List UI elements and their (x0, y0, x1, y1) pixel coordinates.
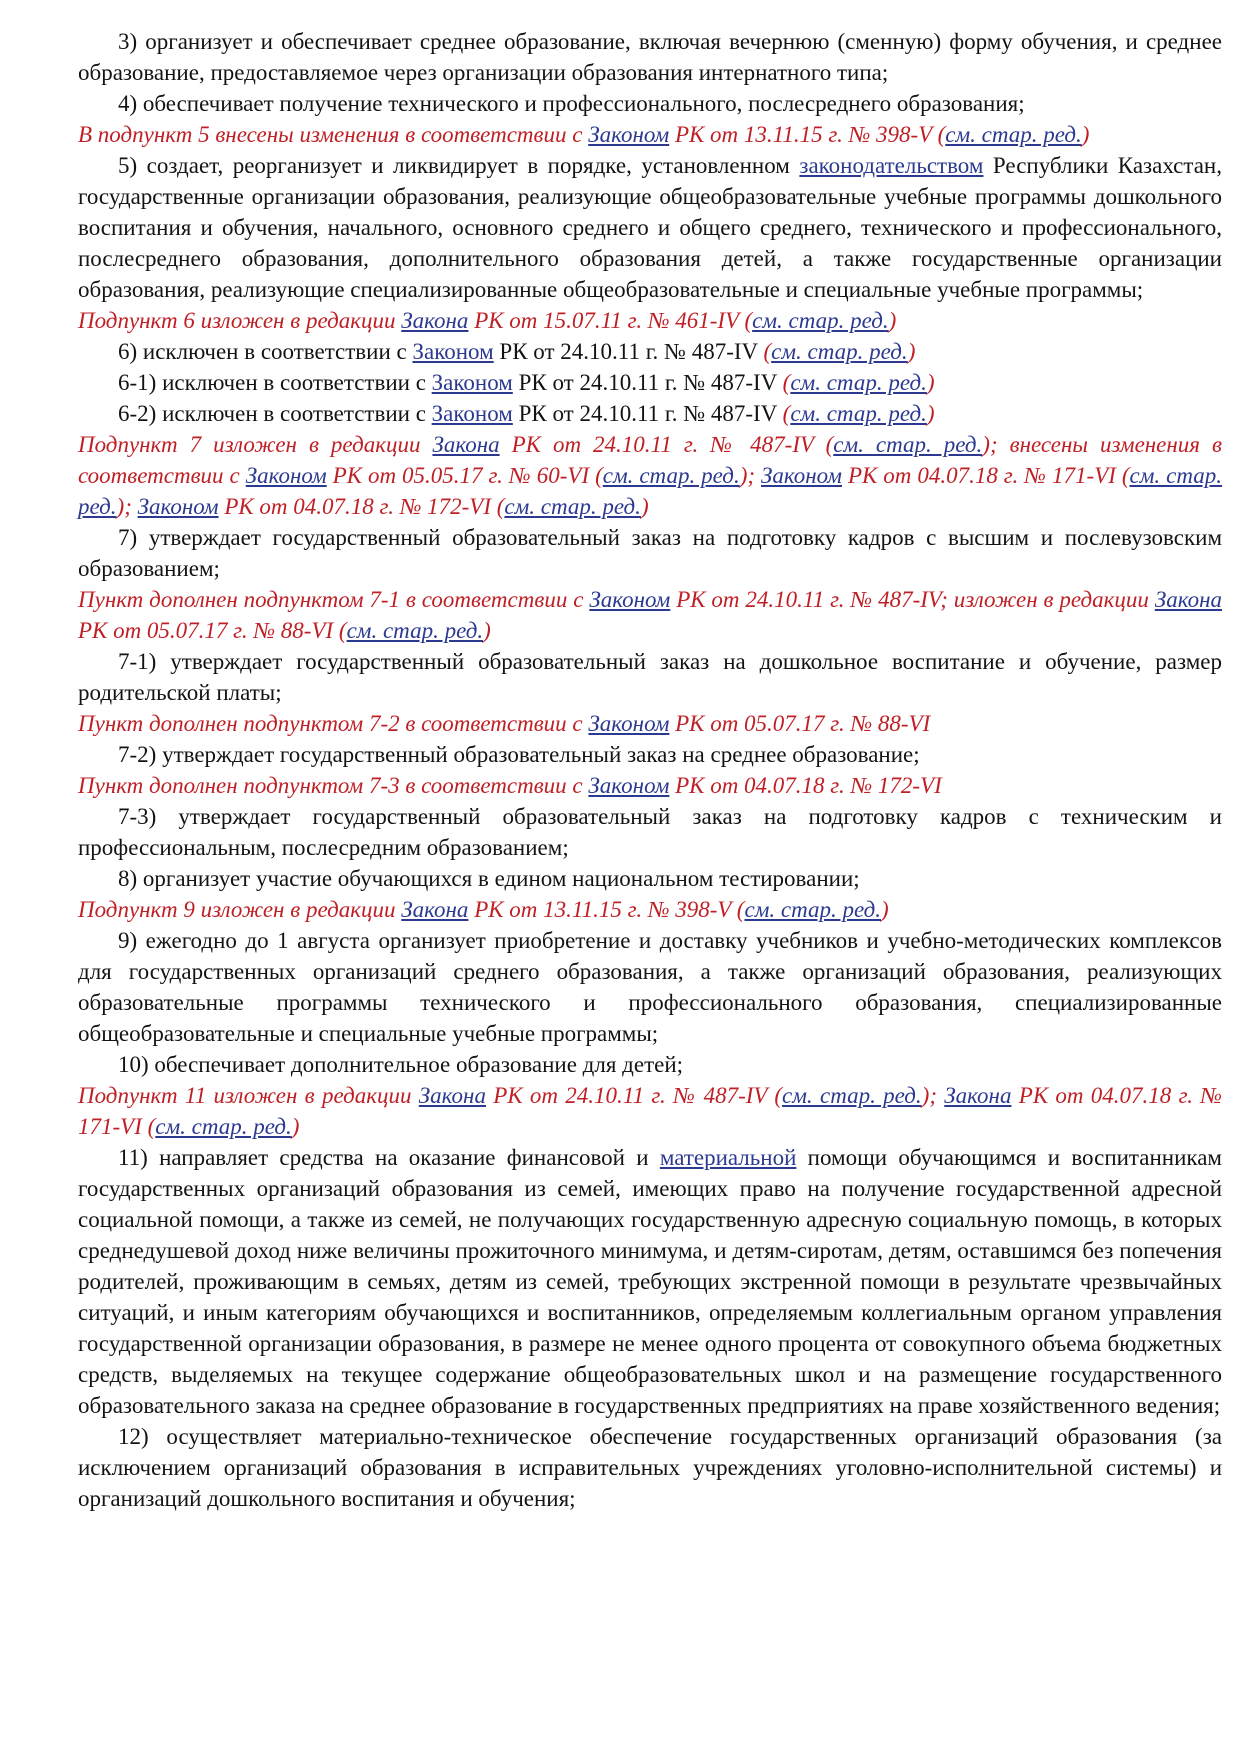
law-link[interactable]: см. стар. ред. (602, 463, 740, 488)
amendment-note (78, 708, 1222, 739)
text-run: РК от 05.07.17 г. № 88-VI (669, 711, 931, 736)
text-run: РК от 24.10.11 г. № 487-IV ( (499, 432, 834, 457)
amendment-note (78, 119, 1222, 150)
clause-paragraph (78, 925, 1222, 1049)
law-link[interactable]: см. стар. ред. (346, 618, 484, 643)
text-run: Подпункт 6 изложен в редакции (78, 308, 402, 333)
text-run: 6) исключен в соответствии с (118, 339, 413, 364)
text-run: ( (763, 339, 772, 364)
law-link[interactable]: см. стар. ред. (945, 122, 1082, 147)
law-link[interactable]: см. стар. ред. (155, 1114, 292, 1139)
text-run: 7-2) утверждает государственный образовательный заказ на среднее образование; (118, 742, 920, 767)
text-run: РК от 04.07.18 г. № 172-VI ( (218, 494, 505, 519)
text-run: ) (291, 1114, 300, 1139)
text-run: Подпункт 11 изложен в редакции (78, 1083, 419, 1108)
text-run: ) (926, 370, 935, 395)
text-run: 3) организует и обеспечивает среднее образование, включая вечернюю (сменную) форму обучения, и среднее образование, предоставляемое через организации образования интернатного типа; (78, 29, 1222, 85)
clause-paragraph (78, 646, 1222, 708)
clause-paragraph (78, 336, 1222, 367)
text-run: ) (881, 897, 889, 922)
text-run: 6-1) исключен в соответствии с (118, 370, 432, 395)
text-run: РК от 05.07.17 г. № 88-VI ( (78, 618, 347, 643)
text-run: 8) организует участие обучающихся в едином национальном тестировании; (118, 866, 860, 891)
law-link[interactable]: Законом (431, 401, 513, 426)
amendment-note (78, 1080, 1222, 1142)
text-run: ) (640, 494, 649, 519)
text-run: РК от 24.10.11 г. № 487-IV (512, 401, 783, 426)
law-link[interactable]: см. стар. ред. (771, 339, 908, 364)
law-link[interactable]: см. стар. ред. (744, 897, 881, 922)
clause-paragraph (78, 739, 1222, 770)
text-run: РК от 04.07.18 г. № 172-VI (669, 773, 942, 798)
clause-paragraph (78, 26, 1222, 88)
text-run: Пункт дополнен подпунктом 7-2 в соответствии с (78, 711, 589, 736)
law-link[interactable]: Законом (412, 339, 494, 364)
law-link[interactable]: Закона (432, 432, 500, 457)
text-run: 9) ежегодно до 1 августа организует приобретение и доставку учебников и учебно-методических комплексов для государственных организаций среднего образования, а также организаций образования, реализующих образовательные программы технического и профессионального образования, специализированные общеобразовательные и специальные учебные программы; (78, 928, 1222, 1046)
text-run: 7) утверждает государственный образовательный заказ на подготовку кадров с высшим и послевузовским образованием; (78, 525, 1222, 581)
clause-paragraph (78, 1421, 1222, 1514)
law-link[interactable]: см. стар. ред. (752, 308, 889, 333)
clause-paragraph (78, 801, 1222, 863)
law-link[interactable]: Законом (431, 370, 513, 395)
law-link[interactable]: Закона (944, 1083, 1012, 1108)
clause-paragraph (78, 398, 1222, 429)
text-run: РК от 13.11.15 г. № 398-V ( (669, 122, 946, 147)
law-link[interactable]: Законом (245, 463, 327, 488)
text-run: РК от 04.07.18 г. № 171-VI ( (78, 1083, 1222, 1139)
law-link[interactable]: Закона (1154, 587, 1222, 612)
law-link[interactable]: Законом (137, 494, 219, 519)
law-link[interactable]: см. стар. ред. (790, 370, 927, 395)
clause-paragraph (78, 88, 1222, 119)
law-link[interactable]: Законом (761, 463, 842, 488)
law-link[interactable]: законодательством (799, 153, 984, 178)
law-link[interactable]: Закона (418, 1083, 486, 1108)
text-run: 10) обеспечивает дополнительное образование для детей; (118, 1052, 684, 1077)
amendment-note (78, 429, 1222, 522)
text-run: РК от 24.10.11 г. № 487-IV (493, 339, 764, 364)
text-run: 6-2) исключен в соответствии с (118, 401, 432, 426)
text-run: Подпункт 7 изложен в редакции (78, 432, 433, 457)
law-link[interactable]: Законом (588, 773, 670, 798)
text-run: РК от 04.07.18 г. № 171-VI ( (841, 463, 1130, 488)
amendment-note (78, 770, 1222, 801)
text-run: 12) осуществляет материально-техническое обеспечение государственных организаций образования (за исключением организаций образования в исправительных учреждениях уголовно-исполнительной системы) и организаций дошкольного воспитания и обучения; (78, 1424, 1222, 1511)
law-link[interactable]: Закона (401, 308, 469, 333)
clause-paragraph (78, 522, 1222, 584)
text-run: ); (116, 494, 138, 519)
clause-paragraph (78, 367, 1222, 398)
text-run: В подпункт 5 внесены изменения в соответствии с (78, 122, 589, 147)
text-run: 7-1) утверждает государственный образовательный заказ на дошкольное воспитание и обучение, размер родительской платы; (78, 649, 1222, 705)
text-run: 11) направляет средства на оказание финансовой и (118, 1145, 660, 1170)
law-link[interactable]: материальной (659, 1145, 797, 1170)
text-run: ); (739, 463, 761, 488)
text-run: Республики Казахстан, государственные организации образования, реализующие общеобразовательные учебные программы дошкольного воспитания и обучения, начального, основного среднего и общего среднего, технического и профессионального, послесреднего образования, дополнительного образования детей, а также государственные организации образования, реализующие специализированные общеобразовательные и специальные учебные программы; (78, 153, 1222, 302)
text-run: 4) обеспечивает получение технического и профессионального, послесреднего образования; (118, 91, 1025, 116)
clause-paragraph (78, 1049, 1222, 1080)
law-link[interactable]: см. стар. ред. (78, 463, 1222, 519)
text-run: Подпункт 9 изложен в редакции (78, 897, 402, 922)
clause-paragraph (78, 1142, 1222, 1421)
text-run: 7-3) утверждает государственный образовательный заказ на подготовку кадров с техническим и профессиональным, послесредним образованием; (78, 804, 1222, 860)
amendment-note (78, 305, 1222, 336)
text-run: ) (1081, 122, 1090, 147)
text-run: ) (888, 308, 897, 333)
clause-paragraph (78, 863, 1222, 894)
text-run: РК от 13.11.15 г. № 398-V ( (468, 897, 745, 922)
law-link[interactable]: см. стар. ред. (833, 432, 983, 457)
text-run: ) (907, 339, 916, 364)
text-run: ) (926, 401, 935, 426)
text-run: ); (921, 1083, 945, 1108)
law-link[interactable]: Законом (588, 122, 670, 147)
law-link[interactable]: см. стар. ред. (782, 1083, 922, 1108)
law-link[interactable]: см. стар. ред. (504, 494, 641, 519)
text-run: ); внесены изменения в соответствии с (78, 432, 1222, 488)
text-run: РК от 05.05.17 г. № 60-VI ( (326, 463, 603, 488)
law-link[interactable]: см. стар. ред. (790, 401, 927, 426)
amendment-note (78, 584, 1222, 646)
text-run: Пункт дополнен подпунктом 7-3 в соответствии с (78, 773, 589, 798)
text-run: помощи обучающимся и воспитанникам государственных организаций образования из семей, имеющих право на получение государственной адресной социальной помощи, а также из семей, не получающих государственную адресную социальную помощь, в которых среднедушевой доход ниже величины прожиточного минимума, и детям-сиротам, детям, оставшимся без попечения родителей, проживающим в семьях, детям из семей, требующих экстренной помощи в результате чрезвычайных ситуаций, и иным категориям обучающихся и воспитанников, определяемым коллегиальным органом управления государственной организации образования, в размере не менее одного процента от совокупного объема бюджетных средств, выделяемых на текущее содержание общеобразовательных школ и на размещение государственного образовательного заказа на среднее образование в государственных предприятиях на праве хозяйственного ведения; (78, 1145, 1222, 1418)
text-run: Пункт дополнен подпунктом 7-1 в соответствии с (78, 587, 590, 612)
text-run: РК от 24.10.11 г. № 487-IV (512, 370, 783, 395)
amendment-note (78, 894, 1222, 925)
clause-paragraph (78, 150, 1222, 305)
text-run: 5) создает, реорганизует и ликвидирует в порядке, установленном (118, 153, 800, 178)
law-link[interactable]: Законом (589, 587, 671, 612)
text-run: РК от 24.10.11 г. № 487-IV; изложен в редакции (670, 587, 1155, 612)
text-run: ( (782, 370, 791, 395)
text-run: ( (782, 401, 791, 426)
document-body (78, 26, 1222, 1514)
text-run: РК от 15.07.11 г. № 461-IV ( (468, 308, 753, 333)
law-link[interactable]: Закона (401, 897, 469, 922)
text-run: ) (483, 618, 491, 643)
text-run: РК от 24.10.11 г. № 487-IV ( (485, 1083, 783, 1108)
law-link[interactable]: Законом (588, 711, 670, 736)
